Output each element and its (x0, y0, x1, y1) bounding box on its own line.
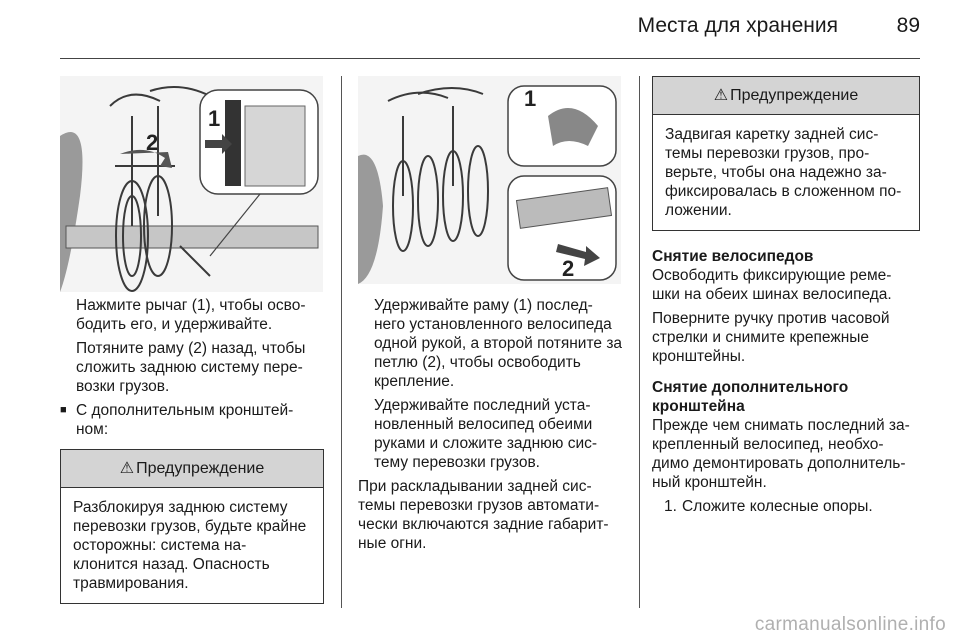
col1-bullet-text: С дополнительным кронштей- ном: (76, 402, 294, 438)
column-1 (60, 296, 324, 604)
bullet-icon: ■ (60, 404, 67, 416)
warning-box-2 (652, 76, 920, 231)
figure-label-1b: 1 (524, 86, 537, 111)
col1-step-1: Нажмите рычаг (1), чтобы осво- бодить его, и удерживайте. (76, 297, 306, 333)
page-number: 89 (896, 14, 920, 37)
column-2 (358, 296, 624, 558)
header-rule (60, 58, 920, 59)
warning-header-2 (653, 77, 919, 115)
figure-label-2b: 2 (562, 256, 575, 281)
column-divider-2 (639, 76, 640, 608)
warning-body-2: Задвигая каретку задней сис- темы перевозки грузов, про- верьте, чтобы она надежно за- фиксировалась в сложенном по- ложении. (665, 126, 902, 219)
section2-step-1 (652, 497, 920, 516)
warning-body-1: Разблокируя заднюю систему перевозки грузов, будьте крайне осторожны: система на- клонится назад. Опасность травмирования. (73, 499, 307, 592)
figure-label-2: 2 (146, 130, 159, 155)
warning-title-1: Предупреждение (136, 460, 265, 477)
column-divider-1 (341, 76, 342, 608)
header-title: Места для хранения (637, 14, 838, 37)
bike-carrier-illustration-2 (358, 76, 621, 284)
col2-note: При раскладывании задней сис- темы перевозки грузов автомати- чески включаются задние габарит- ные огни. (358, 478, 609, 552)
col1-step-2: Потяните раму (2) назад, чтобы сложить заднюю систему пере- возки грузов. (76, 340, 306, 395)
warning-triangle-icon: ⚠ (119, 460, 135, 477)
section-heading-remove-bikes: Снятие велосипедов (652, 248, 814, 265)
column-3 (652, 76, 920, 516)
section-heading-remove-bracket: Снятие дополнительного кронштейна (652, 379, 849, 415)
step-number: 1. (664, 498, 677, 515)
watermark: carmanualsonline.info (754, 614, 946, 635)
step-text: Сложите колесные опоры. (682, 498, 873, 515)
warning-box-1 (60, 449, 324, 604)
col2-step-2: Удерживайте последний уста- новленный велосипед обеими руками и сложите заднюю сис- тему перевозки грузов. (374, 397, 598, 471)
figure-label-1: 1 (208, 106, 221, 131)
warning-triangle-icon-2: ⚠ (713, 87, 729, 104)
bike-carrier-illustration-1 (60, 76, 323, 292)
warning-header-1 (61, 450, 323, 488)
col1-bullet (60, 401, 324, 439)
warning-title-2: Предупреждение (730, 87, 859, 104)
section1-paragraph-1: Освободить фиксирующие реме- шки на обеих шинах велосипеда. (652, 267, 892, 303)
col2-step-1: Удерживайте раму (1) послед- него установленного велосипеда одной рукой, а второй потяните за петлю (2), чтобы освободить крепление. (374, 297, 623, 390)
section1-paragraph-2: Поверните ручку против часовой стрелки и снимите крепежные кронштейны. (652, 310, 890, 365)
section2-paragraph-1: Прежде чем снимать последний за- крепленный велосипед, необхо- димо демонтировать дополнитель- ный кронштейн. (652, 417, 910, 491)
